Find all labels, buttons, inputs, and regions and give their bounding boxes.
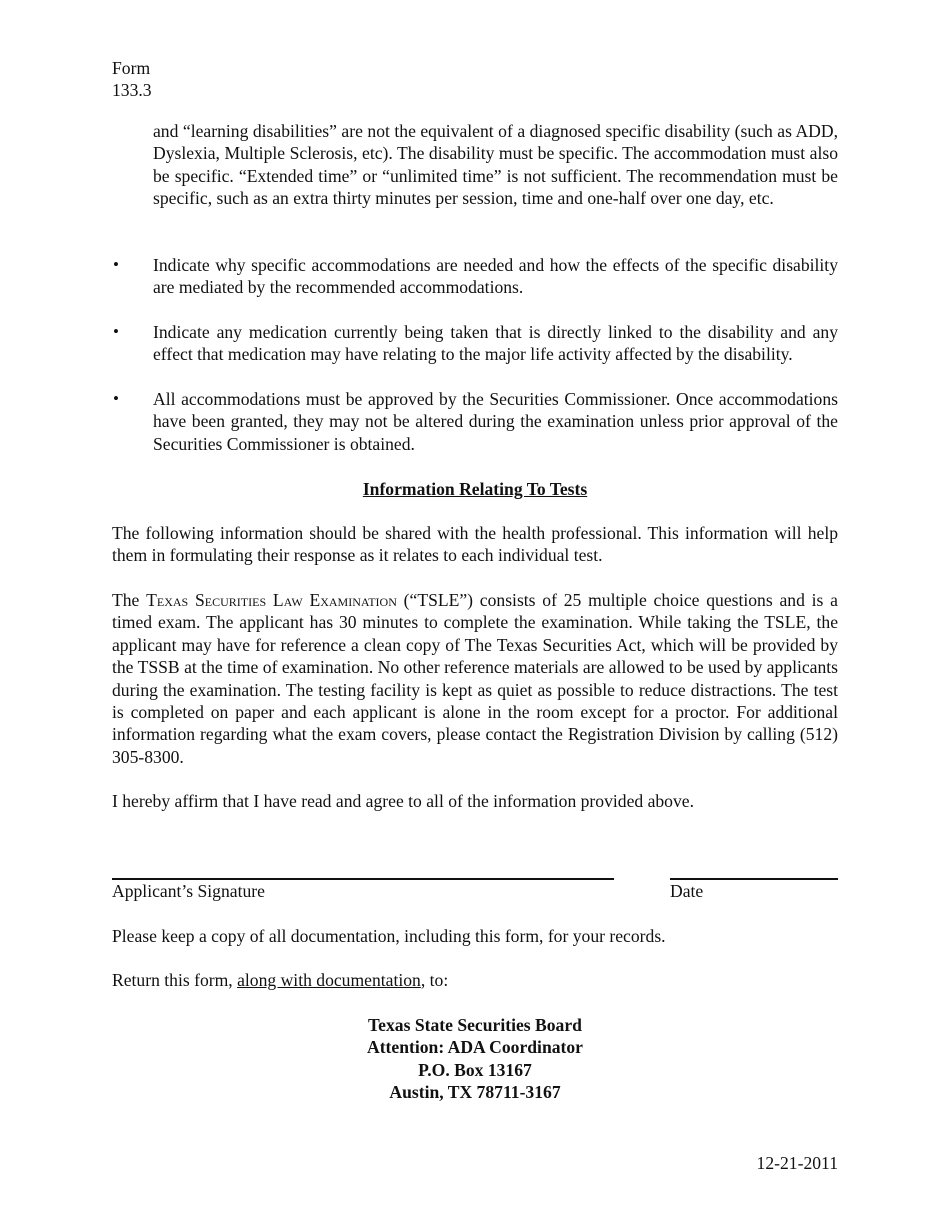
bullet-icon: • — [113, 255, 119, 274]
form-number-label — [112, 57, 152, 101]
return-underlined: along with documentation — [237, 970, 421, 990]
mailing-address — [112, 1014, 838, 1104]
form-number: 133.3 — [112, 80, 152, 100]
return-lead: Return this form, — [112, 970, 238, 990]
affirmation-text: I hereby affirm that I have read and agree to all of the information provided above. — [112, 791, 694, 811]
tsle-lead: The — [112, 590, 147, 610]
address-line-4: Austin, TX 78711-3167 — [389, 1082, 561, 1103]
bullet-text: Indicate why specific accommodations are needed and how the effects of the specific disability are mediated by the recommended accommodations. — [153, 255, 838, 298]
address-line-2: Attention: ADA Coordinator — [366, 1037, 583, 1058]
date-label: Date — [670, 881, 704, 901]
bullet-text: All accommodations must be approved by the Securities Commissioner. Once accommodations have been granted, they may not be altered during the examination unless prior approval of the Securities Commissioner is obtained. — [153, 389, 838, 454]
return-tail: , to: — [420, 970, 449, 990]
tsle-rest: (“TSLE”) consists of 25 multiple choice questions and is a timed exam. The applicant has 30 minutes to complete the examination. While taking the TSLE, the applicant may have for reference a clean copy of The Texas Securities Act, which will be provided by the TSSB at the time of examination. No other reference materials are allowed to be used by applicants during the examination. The testing facility is kept as quiet as possible to reduce distractions. The test is completed on paper and each applicant is alone in the room except for a proctor. For additional information regarding what the exam covers, please contact the Registration Division by calling (512) 305-8300. — [112, 590, 838, 767]
keep-copy-text: Please keep a copy of all documentation, including this form, for your records. — [112, 926, 666, 946]
tsle-paragraph — [112, 589, 838, 768]
form-word: Form — [112, 58, 151, 78]
address-line-3: P.O. Box 13167 — [418, 1059, 532, 1080]
applicant-signature-label: Applicant’s Signature — [112, 881, 265, 901]
address-line-1: Texas State Securities Board — [368, 1015, 582, 1035]
footer-date: 12-21-2011 — [756, 1153, 838, 1173]
section-heading: Information Relating To Tests — [362, 479, 588, 499]
info-paragraph: The following information should be shared with the health professional. This information will help them in formulating their response as it relates to each individual test. — [112, 523, 838, 566]
bullet-text: Indicate any medication currently being taken that is directly linked to the disability and any effect that medication may have relating to the major life activity affected by the disability. — [153, 322, 838, 365]
bullet-icon: • — [113, 322, 119, 341]
bullet-icon: • — [113, 389, 119, 408]
continued-paragraph: and “learning disabilities” are not the equivalent of a diagnosed specific disability (such as ADD, Dyslexia, Multiple Sclerosis, etc). The disability must be specific. The accommodation must also be specific. “Extended time” or “unlimited time” is not sufficient. The recommendation must be specific, such as an extra thirty minutes per session, time and one-half over one day, etc. — [153, 121, 838, 209]
return-instructions — [112, 969, 838, 991]
exam-name: Texas Securities Law Examination — [146, 590, 397, 610]
